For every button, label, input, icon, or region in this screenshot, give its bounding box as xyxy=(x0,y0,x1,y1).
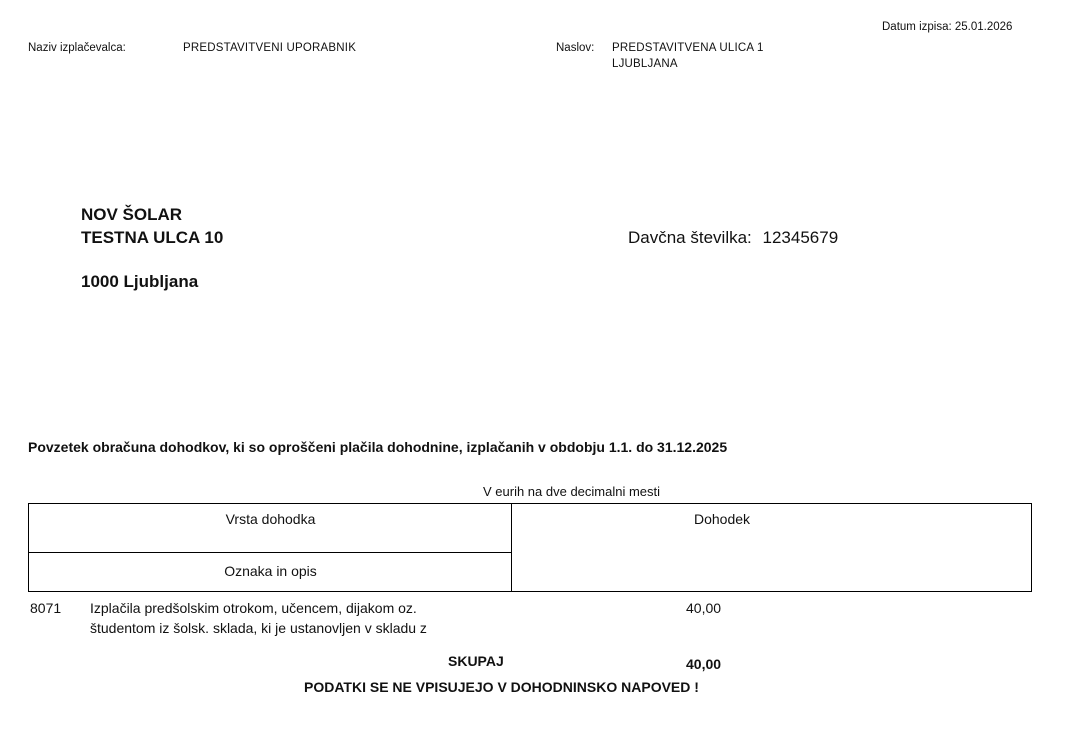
header-divider xyxy=(29,552,511,553)
print-date xyxy=(882,21,1012,33)
summary-title: Povzetek obračuna dohodkov, ki so oproščeni plačila dohodnine, izplačanih v obdobju 1.1. do 31.12.2025 xyxy=(28,439,728,455)
total-amount: 40,00 xyxy=(686,656,722,672)
row-description-line-1: Izplačila predšolskim otrokom, učencem, dijakom oz. xyxy=(90,600,417,616)
print-date-value: 25.01.2026 xyxy=(954,21,1013,33)
address-line-1: PREDSTAVITVENA ULICA 1 xyxy=(612,42,764,54)
print-date-label: Datum izpisa: xyxy=(882,21,952,33)
total-label: SKUPAJ xyxy=(448,653,504,669)
income-type-column xyxy=(29,504,512,591)
payer-name: PREDSTAVITVENI UPORABNIK xyxy=(183,42,357,54)
recipient-city: 1000 Ljubljana xyxy=(81,272,199,291)
currency-note: V eurih na dve decimalni mesti xyxy=(483,484,661,499)
address-label: Naslov: xyxy=(556,42,595,54)
row-code: 8071 xyxy=(30,600,62,616)
tax-return-notice: PODATKI SE NE VPISUJEJO V DOHODNINSKO NAPOVED ! xyxy=(304,679,699,695)
payer-label: Naziv izplačevalca: xyxy=(28,42,126,54)
tax-number xyxy=(628,228,838,248)
header-income: Dohodek xyxy=(693,511,751,527)
header-code-description: Oznaka in opis xyxy=(224,563,317,579)
address-line-2: LJUBLJANA xyxy=(612,58,678,70)
recipient-name: NOV ŠOLAR xyxy=(81,205,183,224)
row-amount: 40,00 xyxy=(686,600,722,616)
header-income-type: Vrsta dohodka xyxy=(225,511,316,527)
recipient-street: TESTNA ULCA 10 xyxy=(81,228,224,247)
tax-number-label: Davčna številka: xyxy=(628,228,752,247)
row-description-line-2: študentom iz šolsk. sklada, ki je ustanovljen v skladu z xyxy=(90,620,427,636)
tax-number-value: 12345679 xyxy=(762,228,839,247)
income-table xyxy=(28,503,1032,592)
